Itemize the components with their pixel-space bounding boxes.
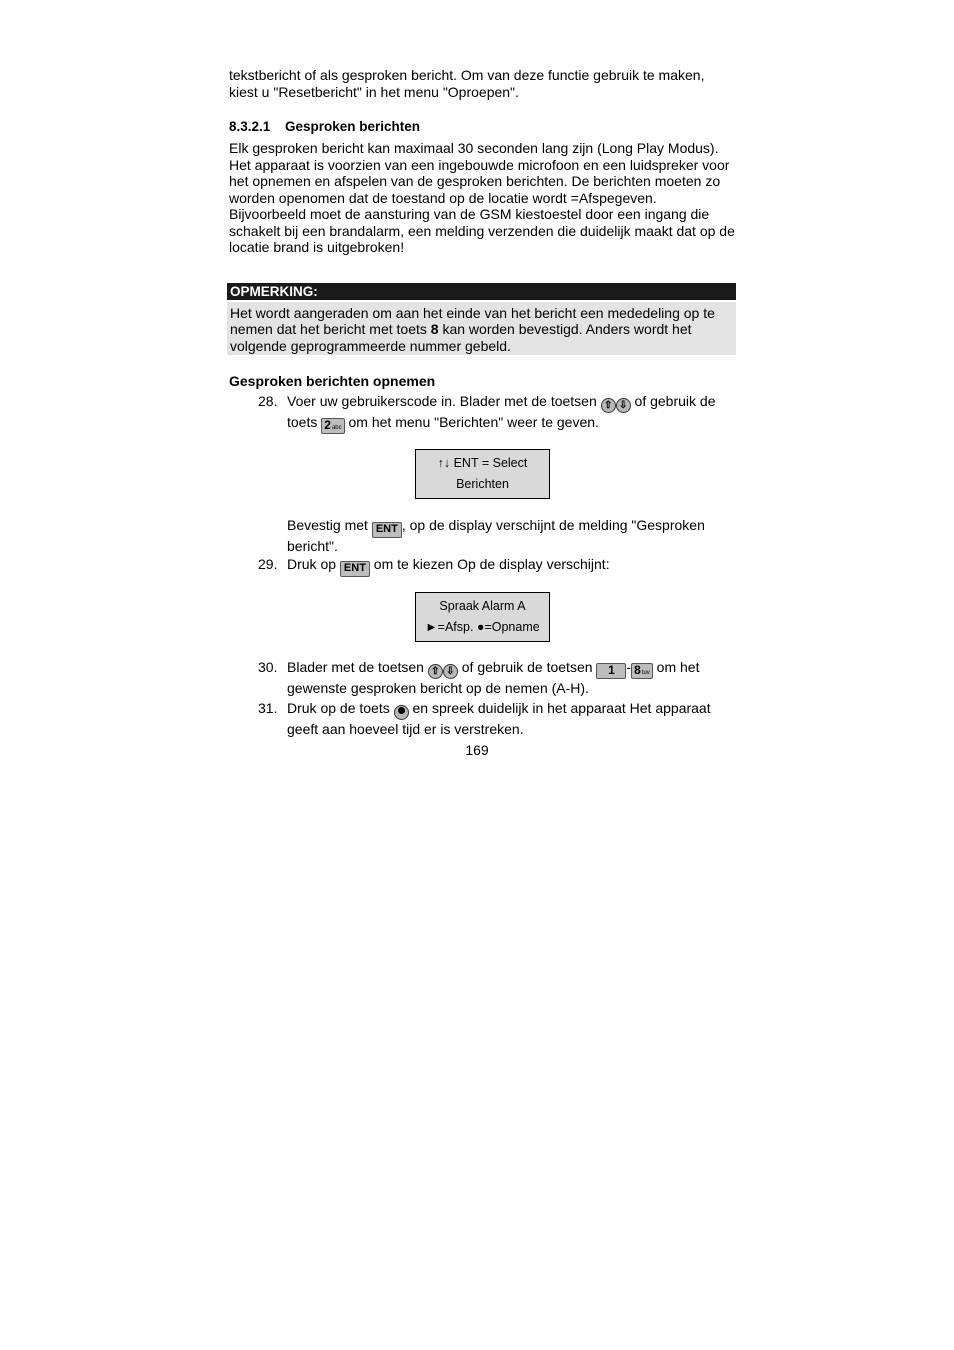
step-text: Blader met de toetsen <box>287 659 428 675</box>
key-2-icon <box>321 418 344 434</box>
step-text: Druk op de toets <box>287 700 394 716</box>
step-text: of gebruik de toets <box>287 393 716 430</box>
subheading: Gesproken berichten opnemen <box>229 373 436 389</box>
section-body: Elk gesproken bericht kan maximaal 30 seconden lang zijn (Long Play Modus). Het apparaat is voorzien van een ingebouwde microfoon en een luidspreker voor het opnemen en afspelen van de gesproken berichten. De berichten moeten zo worden openomen dat de toestand op de locatie wordt =Afspegeven. Bijvoorbeeld moet de aansturing van de GSM kiestoestel door een ingang die schakelt bij een brandalarm, een melding verzenden die duidelijk maakt dat op de locatie brand is uitgebroken! <box>229 140 735 255</box>
step-31 <box>229 699 736 739</box>
page-content <box>229 67 736 739</box>
step-29 <box>229 555 736 577</box>
step-number: 29. <box>258 556 278 572</box>
up-arrow-key-icon: ⇧ <box>428 664 443 679</box>
range-dash: - <box>626 659 632 675</box>
note-text-before: Het wordt aangeraden om aan het einde van het bericht een mededeling op te nemen dat het bericht met toets <box>230 304 715 337</box>
record-key-icon <box>394 705 409 720</box>
lcd-line-1: Spraak Alarm A <box>439 599 526 613</box>
step-text: om te kiezen Op de display verschijnt: <box>369 556 610 572</box>
note-header: OPMERKING: <box>227 283 736 300</box>
step-30 <box>229 658 736 698</box>
key-sub-label: abc <box>331 425 342 431</box>
note-body <box>227 302 736 356</box>
step-text: Voer uw gebruikerscode in. Blader met de toetsen <box>287 393 601 409</box>
note-text-after: kan worden bevestigd. Anders wordt het volgende geprogrammeerde nummer gebeld. <box>230 321 692 354</box>
page-number: 169 <box>465 742 489 758</box>
lcd-display-record <box>415 592 550 642</box>
lcd-display-menu <box>415 449 550 499</box>
key-8-icon <box>631 663 653 679</box>
key-label: 8 <box>634 663 641 677</box>
lcd-line-2: ►=Afsp. ●=Opname <box>425 620 540 634</box>
key-sub-label: tuv <box>641 670 650 676</box>
section-heading <box>229 118 736 135</box>
step-number: 28. <box>258 393 278 409</box>
key-label: 2 <box>324 418 331 432</box>
up-arrow-key-icon: ⇧ <box>601 398 616 413</box>
step-number: 30. <box>258 659 278 675</box>
confirm-text: , op de display verschijnt de melding "Gesproken bericht". <box>287 517 705 554</box>
step-text: om het menu "Berichten" weer te geven. <box>344 414 599 430</box>
section-title: Gesproken berichten <box>285 119 421 134</box>
ent-key-icon: ENT <box>340 561 370 577</box>
lcd-line-1: ↑↓ ENT = Select <box>437 456 528 470</box>
step-text: Druk op <box>287 556 340 572</box>
step-28 <box>229 392 736 434</box>
key-1-icon: 1 <box>596 663 626 679</box>
step-number: 31. <box>258 700 278 716</box>
step-text: en spreek duidelijk in het apparaat Het apparaat geeft aan hoeveel tijd er is verstreken. <box>287 700 711 737</box>
step-text: om het gewenste gesproken bericht op de nemen (A-H). <box>287 659 700 696</box>
intro-paragraph: tekstbericht of als gesproken bericht. Om van deze functie gebruik te maken, kiest u "Resetbericht" in het menu "Oproepen". <box>229 67 705 100</box>
ent-key-icon: ENT <box>372 522 402 538</box>
step-text: of gebruik de toetsen <box>457 659 597 675</box>
confirm-paragraph <box>229 517 736 554</box>
lcd-line-2: Berichten <box>456 477 509 491</box>
section-number: 8.3.2.1 <box>229 119 271 134</box>
down-arrow-key-icon: ⇩ <box>443 664 458 679</box>
note-bold-key: 8 <box>430 321 439 337</box>
down-arrow-key-icon: ⇩ <box>616 398 631 413</box>
confirm-text: Bevestig met <box>287 517 372 533</box>
